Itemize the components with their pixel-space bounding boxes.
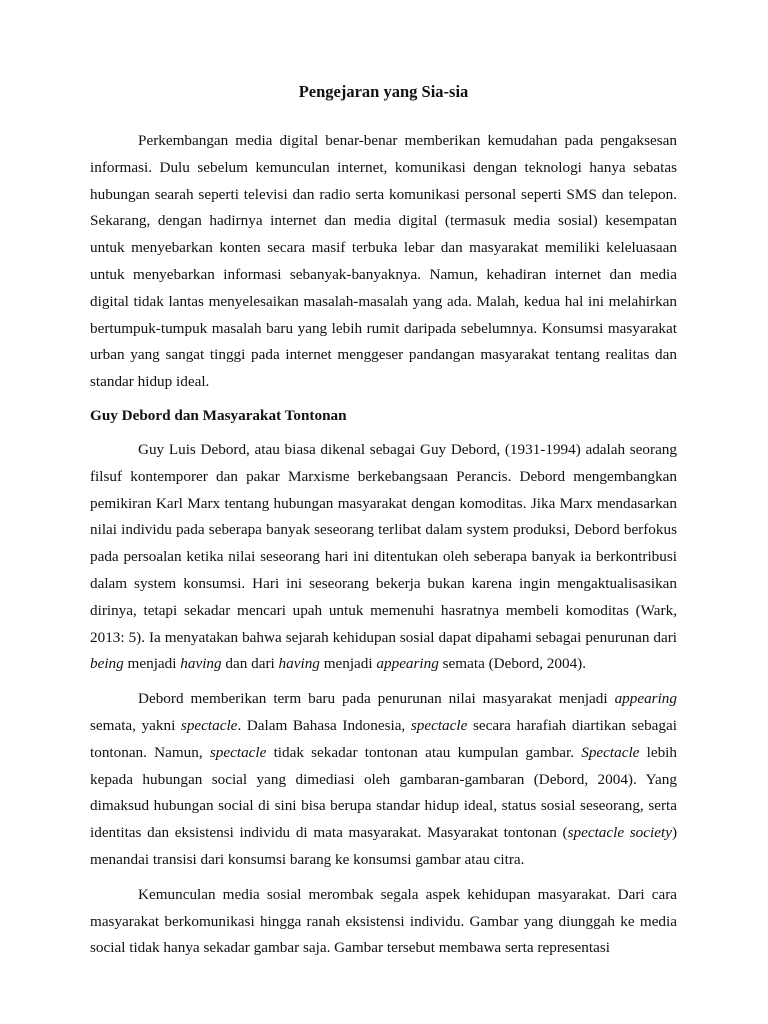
italic-term: spectacle: [410, 716, 468, 734]
section-paragraph-3: [90, 882, 677, 962]
text-run: lebih kepada hubungan social yang dimediasi oleh gambaran-gambaran (Debord, 2004). Yang dimaksud hubungan social di sini bisa berupa standar hidup ideal, status sosial seseorang, serta identitas dan eksistensi individu di mata masyarakat. Masyarakat tontonan (: [90, 743, 677, 842]
text-run: Debord memberikan term baru pada penurunan nilai masyarakat menjadi: [138, 690, 615, 708]
text-run: ) menandai transisi dari konsumsi barang ke konsumsi gambar atau citra.: [90, 824, 677, 868]
intro-paragraph: [90, 128, 677, 396]
text-run: tidak sekadar tontonan atau kumpulan gambar.: [266, 743, 582, 761]
text-run: Guy Luis Debord, atau biasa dikenal sebagai Guy Debord, (1931-1994) adalah seorang filsuf kontemporer dan pakar Marxisme berkebangsaan Perancis. Debord mengembangkan pemikiran Karl Marx tentang hubungan masyarakat dengan komoditas. Jika Marx mendasarkan nilai individu pada seberapa banyak seseorang terlibat dalam system produksi, Debord berfokus pada persoalan ketika nilai seseorang hari ini ditentukan oleh seberapa banyak ia berkontribusi dalam system konsumsi. Hari ini seseorang bekerja bukan karena ingin mengaktualisasikan dirinya, tetapi sekadar mencari upah untuk memenuhi hasratnya membeli komoditas (Wark, 2013: 5). Ia menyatakan bahwa sejarah kehidupan sosial dapat dipahami sebagai penurunan dari: [90, 440, 677, 646]
document-page: [90, 80, 677, 970]
text-run: menjadi: [123, 655, 181, 673]
italic-term: spectacle society: [567, 824, 672, 842]
section-heading: Guy Debord dan Masyarakat Tontonan: [90, 406, 347, 424]
text-run: secara harafiah diartikan sebagai tontonan. Namun,: [90, 716, 677, 761]
italic-term: Spectacle: [581, 743, 640, 761]
italic-term: being: [90, 655, 124, 673]
italic-term: spectacle: [180, 716, 238, 734]
text-run: dan dari: [221, 655, 279, 673]
text-run: semata, yakni: [90, 716, 181, 734]
italic-term: appearing: [376, 655, 439, 673]
italic-term: having: [180, 655, 222, 673]
section-paragraph-1: [90, 437, 677, 678]
italic-term: appearing: [614, 690, 677, 708]
text-run: semata (Debord, 2004).: [438, 655, 587, 673]
text-run: . Dalam Bahasa Indonesia,: [237, 716, 411, 734]
text-run: Perkembangan media digital benar-benar memberikan kemudahan pada pengaksesan informasi. Dulu sebelum kemunculan internet, komunikasi dengan teknologi hanya sebatas hubungan searah seperti televisi dan radio serta komunikasi personal seperti SMS dan telepon. Sekarang, dengan hadirnya internet dan media digital (termasuk media sosial) kesempatan untuk menyebarkan konten secara masif terbuka lebar dan masyarakat memiliki keleluasaan untuk menyebarkan informasi sebanyak-banyaknya. Namun, kehadiran internet dan media digital tidak lantas menyelesaikan masalah-masalah yang ada. Malah, kedua hal ini melahirkan bertumpuk-tumpuk masalah baru yang lebih rumit daripada sebelumnya. Konsumsi masyarakat urban yang sangat tinggi pada internet menggeser pandangan masyarakat tentang realitas dan standar hidup ideal.: [90, 132, 677, 391]
text-run: menjadi: [319, 655, 377, 673]
italic-term: having: [278, 655, 320, 673]
document-title: Pengejaran yang Sia-sia: [298, 82, 469, 101]
italic-term: spectacle: [209, 743, 267, 761]
text-run: Kemunculan media sosial merombak segala aspek kehidupan masyarakat. Dari cara masyarakat berkomunikasi hingga ranah eksistensi individu. Gambar yang diunggah ke media social tidak hanya sekadar gambar saja. Gambar tersebut membawa serta representasi: [90, 885, 677, 957]
section-paragraph-2: [90, 686, 677, 874]
